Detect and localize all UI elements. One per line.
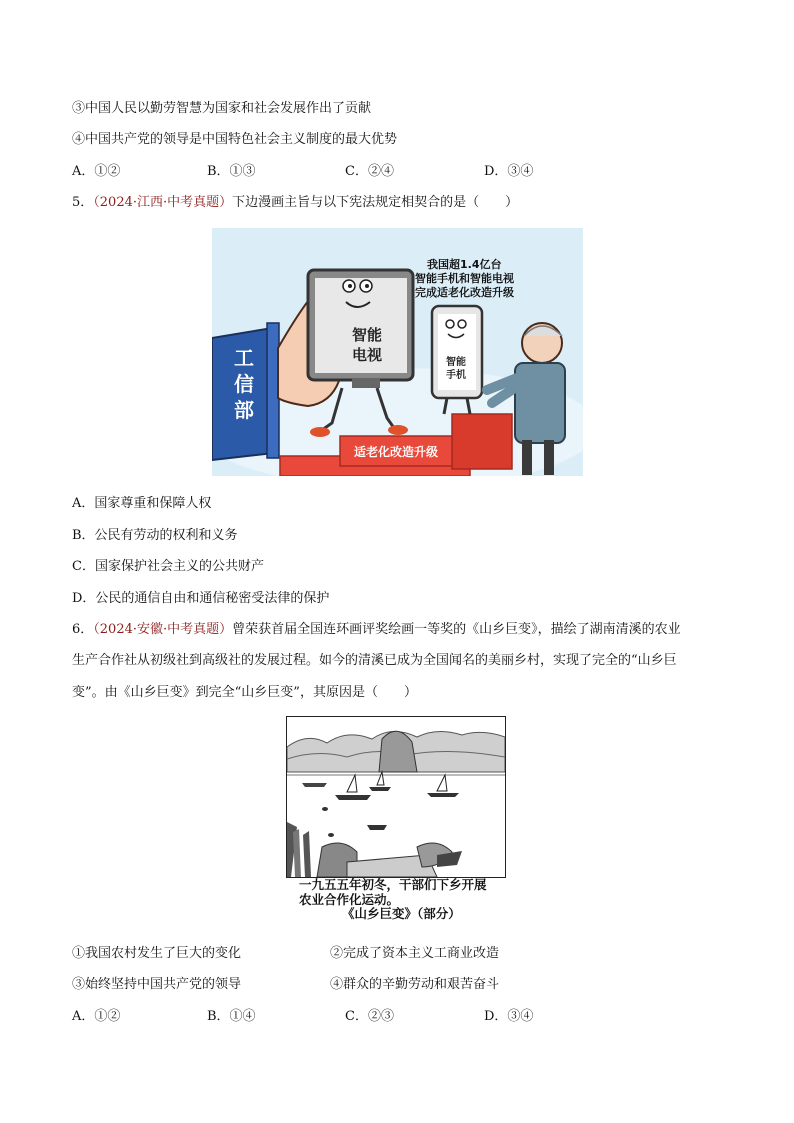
q6-option-b: B．①④ (207, 1009, 256, 1024)
stairs-label: 适老化改造升级 (354, 445, 439, 459)
q4-option-d: D．③④ (484, 164, 534, 179)
q5-option-c: C．国家保护社会主义的公共财产 (72, 559, 264, 574)
q6-option-a: A．①② (72, 1009, 121, 1024)
cartoon-caption-1: 我国超1.4亿台 (427, 258, 502, 271)
landscape-sketch (287, 717, 505, 877)
q5-cartoon (212, 228, 583, 476)
q6-stem-line-2: 生产合作社从初级社到高级社的发展过程。如今的清溪已成为全国闻名的美丽乡村，实现了完全的“山乡巨 (72, 653, 677, 668)
q6-figure-caption-2: 农业合作化运动。 (299, 892, 400, 907)
q6-stem-text-1: 曾荣获首届全国连环画评奖绘画一等奖的《山乡巨变》，描绘了湖南清溪的农业 (232, 622, 681, 637)
tv-label-1: 智能 (352, 326, 383, 344)
q6-figure-caption-1: 一九五五年初冬，干部们下乡开展 (299, 877, 487, 892)
tv-label-2: 电视 (352, 346, 383, 364)
q6-source: （2024·安徽·中考真题） (93, 622, 233, 637)
left-label-3: 部 (234, 398, 254, 422)
left-label-2: 信 (234, 372, 254, 396)
q5-option-d: D．公民的通信自由和通信秘密受法律的保护 (72, 591, 330, 606)
q4-option-a: A．①② (72, 164, 121, 179)
phone-label-2: 手机 (446, 370, 466, 381)
q5-option-a: A．国家尊重和保障人权 (72, 496, 212, 511)
cartoon-illustration (212, 228, 583, 476)
q6-picture (286, 716, 506, 878)
q6-item-1: ①我国农村发生了巨大的变化 (72, 946, 242, 961)
q6-option-d: D．③④ (484, 1009, 534, 1024)
q6-figure-caption-3: 《山乡巨变》（部分） (342, 906, 461, 921)
cartoon-caption-2: 智能手机和智能电视 (415, 272, 514, 285)
q6-stem-line-1 (72, 620, 681, 640)
q4-option-b: B．①③ (207, 164, 256, 179)
q6-item-3: ③始终坚持中国共产党的领导 (72, 977, 242, 992)
q5-option-b: B．公民有劳动的权利和义务 (72, 528, 238, 543)
cartoon-caption-3: 完成适老化改造升级 (415, 286, 514, 299)
q5-stem-text: 下边漫画主旨与以下宪法规定相契合的是（ ） (232, 195, 519, 210)
q6-stem-line-3: 变”。由《山乡巨变》到完全“山乡巨变”，其原因是（ ） (72, 685, 417, 700)
q5-source: （2024·江西·中考真题） (93, 195, 233, 210)
q6-number: 6． (72, 622, 94, 637)
phone-label-1: 智能 (446, 357, 466, 368)
left-label-1: 工 (234, 346, 254, 370)
q4-item-4: ④中国共产党的领导是中国特色社会主义制度的最大优势 (72, 132, 398, 147)
q6-option-c: C．②③ (345, 1009, 394, 1024)
q5-stem (72, 193, 518, 213)
q4-item-3: ③中国人民以勤劳智慧为国家和社会发展作出了贡献 (72, 101, 372, 116)
q6-item-2: ②完成了资本主义工商业改造 (330, 946, 500, 961)
q5-number: 5． (72, 195, 94, 210)
q4-option-c: C．②④ (345, 164, 394, 179)
q6-item-4: ④群众的辛勤劳动和艰苦奋斗 (330, 977, 500, 992)
